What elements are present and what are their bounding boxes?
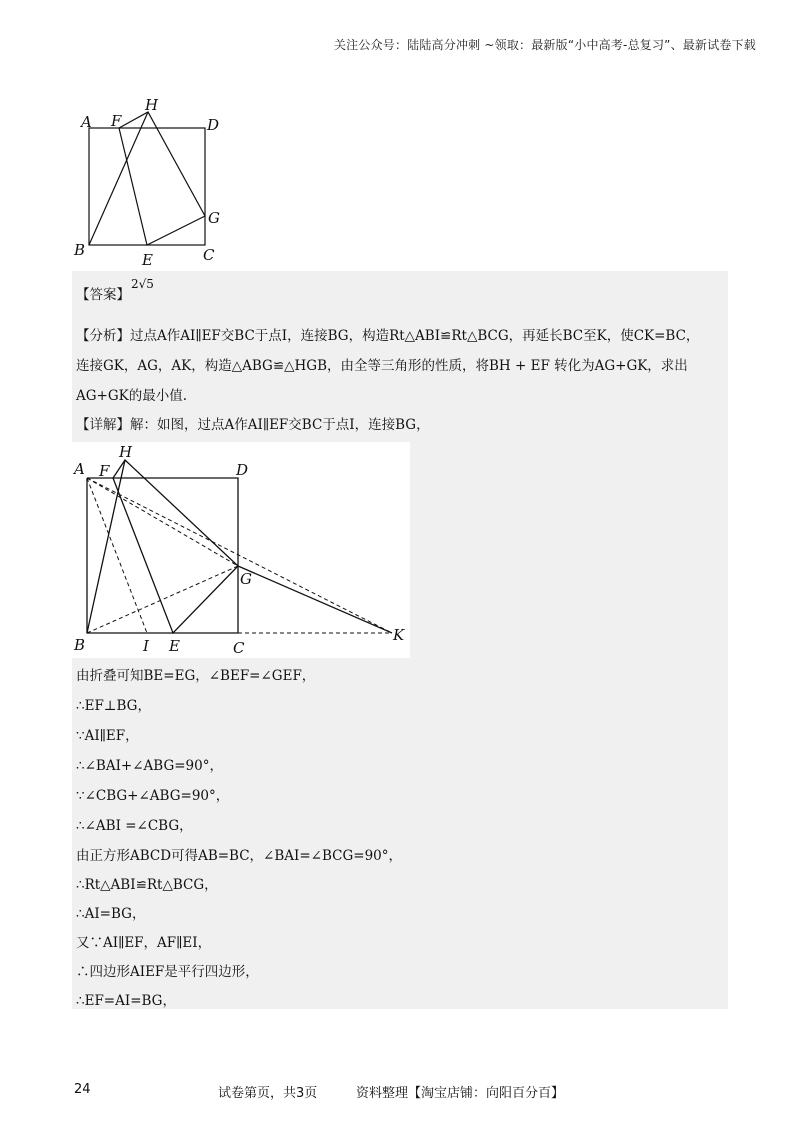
analysis-line-3: AG+GK的最小值.	[76, 388, 188, 404]
label2-g: G	[240, 570, 252, 588]
step-10: 又∵AI∥EF，AF∥EI，	[76, 935, 212, 951]
step-11: ∴四边形AIEF是平行四边形，	[76, 964, 259, 980]
label2-b: B	[74, 636, 86, 654]
label2-f: F	[99, 462, 110, 480]
analysis-label: 【分析】	[76, 328, 130, 344]
detail-line	[76, 416, 430, 434]
label2-d: D	[236, 461, 249, 479]
label-g: G	[208, 209, 220, 227]
analysis-text-1: 过点A作AI∥EF交BC于点I，连接BG，构造Rt△ABI≌Rt△BCG，再延长BC至K，使CK=BC，	[130, 328, 700, 344]
detail-label: 【详解】	[76, 417, 130, 433]
step-12: ∴EF=AI=BG，	[76, 993, 176, 1009]
detail-intro: 解：如图，过点A作AI∥EF交BC于点I，连接BG，	[130, 417, 430, 433]
label-h: H	[145, 96, 159, 114]
analysis-line-2: 连接GK，AG，AK，构造△ABG≌△HGB，由全等三角形的性质，将BH + EF 转化为AG+GK，求出	[76, 358, 688, 374]
label-b: B	[74, 241, 86, 259]
source-note: 资料整理【淘宝店铺：向阳百分百】	[356, 1086, 565, 1101]
step-6: ∴∠ABI =∠CBG，	[76, 818, 193, 834]
step-8: ∴Rt△ABI≌Rt△BCG，	[76, 877, 218, 893]
answer-label: 【答案】	[76, 287, 130, 303]
figure-2	[72, 442, 410, 658]
step-7: 由正方形ABCD可得AB=BC，∠BAI=∠BCG=90°，	[76, 848, 403, 864]
label2-i: I	[143, 637, 149, 655]
label-c: C	[203, 246, 215, 264]
answer-line	[76, 286, 130, 304]
step-3: ∵AI∥EF，	[76, 728, 139, 744]
label-a: A	[81, 113, 92, 131]
label2-c: C	[233, 639, 245, 657]
step-1: 由折叠可知BE=EG，∠BEF=∠GEF，	[76, 668, 316, 684]
label2-k: K	[393, 626, 405, 644]
analysis-line-1	[76, 327, 699, 345]
square-abcd	[89, 128, 205, 245]
step-9: ∴AI=BG，	[76, 906, 146, 922]
label-e: E	[142, 251, 153, 269]
step-5: ∵∠CBG+∠ABG=90°，	[76, 788, 230, 804]
segment-bh	[89, 112, 148, 245]
answer-value: 2√5	[131, 277, 154, 291]
label-d: D	[207, 116, 220, 134]
label2-a: A	[74, 460, 85, 478]
fold-quad	[119, 112, 205, 245]
step-4: ∴∠BAI+∠ABG=90°，	[76, 758, 223, 774]
header-note: 关注公众号：陆陆高分冲刺 ~领取：最新版“小中高考-总复习”、最新试卷下载	[333, 38, 756, 52]
page-info: 试卷第页，共3页	[218, 1086, 318, 1101]
label2-e: E	[169, 637, 180, 655]
step-2: ∴EF⊥BG，	[76, 698, 151, 714]
figure-1	[70, 95, 230, 270]
label-f: F	[111, 112, 122, 130]
label2-h: H	[119, 443, 133, 461]
page-number: 24	[74, 1082, 91, 1097]
